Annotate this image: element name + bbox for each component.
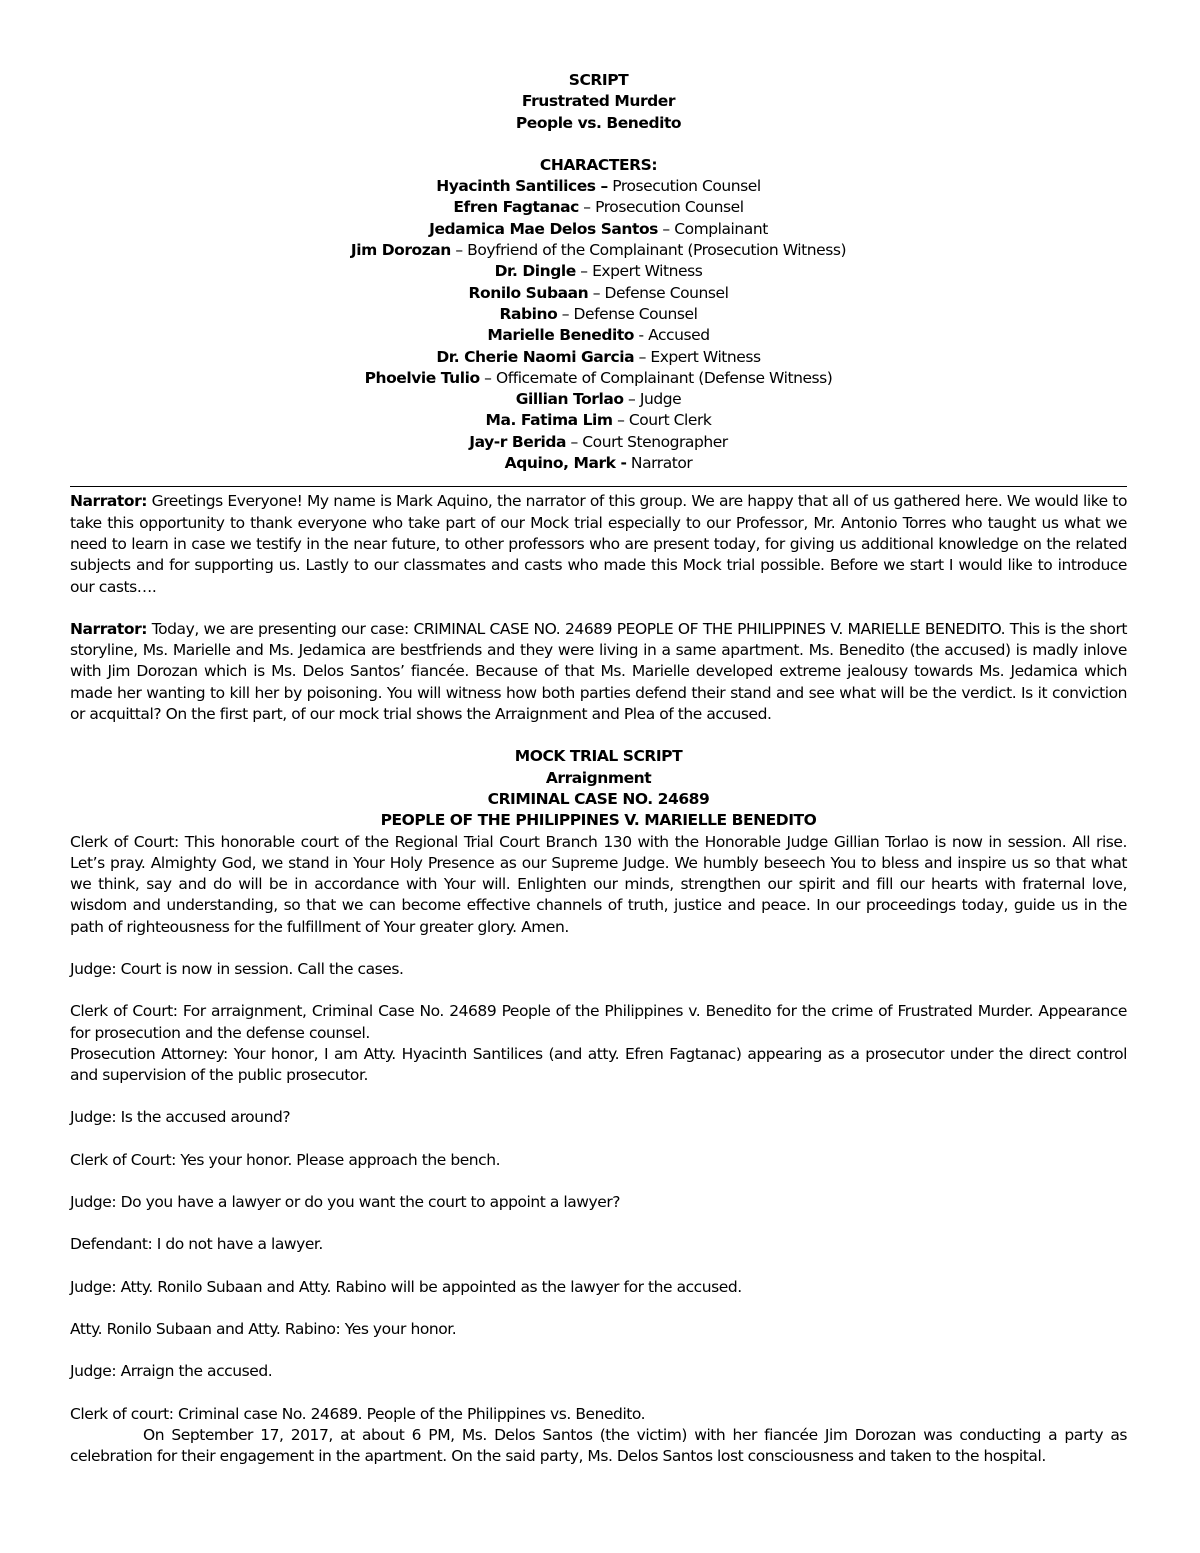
character-role: – Expert Witness <box>575 262 703 281</box>
character-line <box>70 197 1127 218</box>
character-line <box>70 389 1127 410</box>
character-line <box>70 219 1127 240</box>
document-page <box>70 70 1127 1467</box>
character-line <box>70 176 1127 197</box>
character-line <box>70 453 1127 474</box>
script-line: Judge: Court is now in session. Call the cases. <box>70 959 404 978</box>
document-title: SCRIPT <box>568 71 629 89</box>
character-role: – Defense Counsel <box>557 304 698 323</box>
characters-section <box>70 155 1127 474</box>
character-name: Dr. Cherie Naomi Garcia <box>436 347 635 366</box>
script-line: Judge: Do you have a lawyer or do you want the court to appoint a lawyer? <box>70 1193 621 1212</box>
character-name: Jim Dorozan <box>350 241 451 260</box>
narration-text: Today, we are presenting our case: CRIMINAL CASE NO. 24689 PEOPLE OF THE PHILIPPINES V. MARIELLE BENEDITO. This is the short storyline, Ms. Marielle and Ms. Jedamica are bestfriends and they were living in a same apartment. Ms. Benedito (the accused) is madly inlove with Jim Dorozan which is Ms. Delos Santos’ fiancée. Because of that Ms. Marielle developed extreme jealousy towards Ms. Jedamica which made her wanting to kill her by poisoning. You will witness how both parties defend their stand and see what will be the verdict. Is it conviction or acquittal? On the first part, of our mock trial shows the Arraignment and Plea of the accused. <box>70 619 1127 724</box>
script-line: Clerk of court: Criminal case No. 24689. People of the Philippines vs. Benedito. <box>70 1404 646 1423</box>
character-name: Jay-r Berida <box>469 432 567 451</box>
character-line <box>70 410 1127 431</box>
script-line: Prosecution Attorney: Your honor, I am Atty. Hyacinth Santilices (and atty. Efren Fagtanac) appearing as a prosecutor under the direct control and supervision of the public prosecutor. <box>70 1044 1127 1085</box>
script-line: Judge: Arraign the accused. <box>70 1362 273 1381</box>
character-name: Efren Fagtanac <box>453 198 579 217</box>
character-line <box>70 432 1127 453</box>
character-name: Dr. Dingle <box>494 262 576 281</box>
script-line: Defendant: I do not have a lawyer. <box>70 1235 323 1254</box>
character-name: Marielle Benedito <box>487 326 634 345</box>
character-role: – Boyfriend of the Complainant (Prosecution Witness) <box>450 241 847 260</box>
character-role: – Judge <box>623 390 682 409</box>
document-header <box>70 70 1127 134</box>
character-name: Rabino <box>499 304 558 323</box>
information-paragraph: On September 17, 2017, at about 6 PM, Ms. Delos Santos (the victim) with her fiancée Jim Dorozan was conducting a party as celebration for their engagement in the apartment. On the said party, Ms. Delos Santos lost consciousness and taken to the hospital. <box>70 1425 1127 1466</box>
character-role: – Court Stenographer <box>566 432 728 451</box>
character-line <box>70 304 1127 325</box>
character-name: Hyacinth Santilices – <box>436 177 608 196</box>
case-number: CRIMINAL CASE NO. 24689 <box>487 789 710 808</box>
character-name: Aquino, Mark - <box>504 454 627 473</box>
character-name: Ronilo Subaan <box>468 283 589 302</box>
section-divider <box>70 486 1127 487</box>
character-role: Prosecution Counsel <box>607 177 761 196</box>
mock-trial-title: MOCK TRIAL SCRIPT <box>514 747 683 766</box>
narration-paragraph <box>70 619 1127 725</box>
character-role: – Court Clerk <box>612 411 712 430</box>
script-line: Clerk of Court: This honorable court of the Regional Trial Court Branch 130 with the Honorable Judge Gillian Torlao is now in session. All rise. Let’s pray. Almighty God, we stand in Your Holy Presence as our Supreme Judge. We humbly beseech You to bless and inspire us so that what we think, say and do will be in accordance with Your will. Enlighten our minds, strengthen our spirit and fill our hearts with fraternal love, wisdom and understanding, so that we can become effective channels of truth, justice and peace. In our proceedings today, guide us in the path of righteousness for the fulfillment of Your greater glory. Amen. <box>70 832 1127 936</box>
character-name: Gillian Torlao <box>515 390 624 409</box>
character-role: – Defense Counsel <box>588 283 729 302</box>
narrator-label: Narrator: <box>70 492 148 511</box>
character-role: – Complainant <box>657 219 768 238</box>
character-line <box>70 283 1127 304</box>
character-line <box>70 347 1127 368</box>
character-name: Phoelvie Tulio <box>364 368 480 387</box>
script-line: Clerk of Court: Yes your honor. Please approach the bench. <box>70 1150 501 1169</box>
character-line <box>70 240 1127 261</box>
case-short-title: People vs. Benedito <box>515 113 682 132</box>
mock-trial-header <box>70 746 1127 831</box>
character-line <box>70 261 1127 282</box>
script-line: Judge: Is the accused around? <box>70 1108 291 1127</box>
character-line <box>70 368 1127 389</box>
character-role: – Expert Witness <box>634 347 761 366</box>
character-role: – Prosecution Counsel <box>578 198 744 217</box>
character-role: - Accused <box>633 326 710 345</box>
characters-heading: CHARACTERS: <box>539 155 658 174</box>
document-subtitle: Frustrated Murder <box>521 92 676 111</box>
narration-text: Greetings Everyone! My name is Mark Aquino, the narrator of this group. We are happy that all of us gathered here. We would like to take this opportunity to thank everyone who take part of our Mock trial especially to our Professor, Mr. Antonio Torres who taught us what we need to learn in case we testify in the near future, to other professors who are present today, for giving us additional knowledge on the related subjects and for supporting us. Lastly to our classmates and casts who made this Mock trial possible. Before we start I would like to introduce our casts…. <box>70 492 1127 596</box>
narration-paragraph <box>70 491 1127 597</box>
character-name: Jedamica Mae Delos Santos <box>429 219 658 238</box>
mock-trial-subtitle: Arraignment <box>545 768 652 787</box>
script-line: Judge: Atty. Ronilo Subaan and Atty. Rabino will be appointed as the lawyer for the accused. <box>70 1277 742 1296</box>
character-line <box>70 325 1127 346</box>
narrator-label: Narrator: <box>70 619 148 638</box>
character-role: – Officemate of Complainant (Defense Witness) <box>479 368 833 387</box>
script-line: Atty. Ronilo Subaan and Atty. Rabino: Yes your honor. <box>70 1319 457 1338</box>
case-name: PEOPLE OF THE PHILIPPINES V. MARIELLE BENEDITO <box>380 811 817 830</box>
script-line: Clerk of Court: For arraignment, Criminal Case No. 24689 People of the Philippines v. Benedito for the crime of Frustrated Murder. Appearance for prosecution and the defense counsel. <box>70 1002 1127 1042</box>
character-role: Narrator <box>626 454 693 473</box>
character-name: Ma. Fatima Lim <box>485 411 613 430</box>
